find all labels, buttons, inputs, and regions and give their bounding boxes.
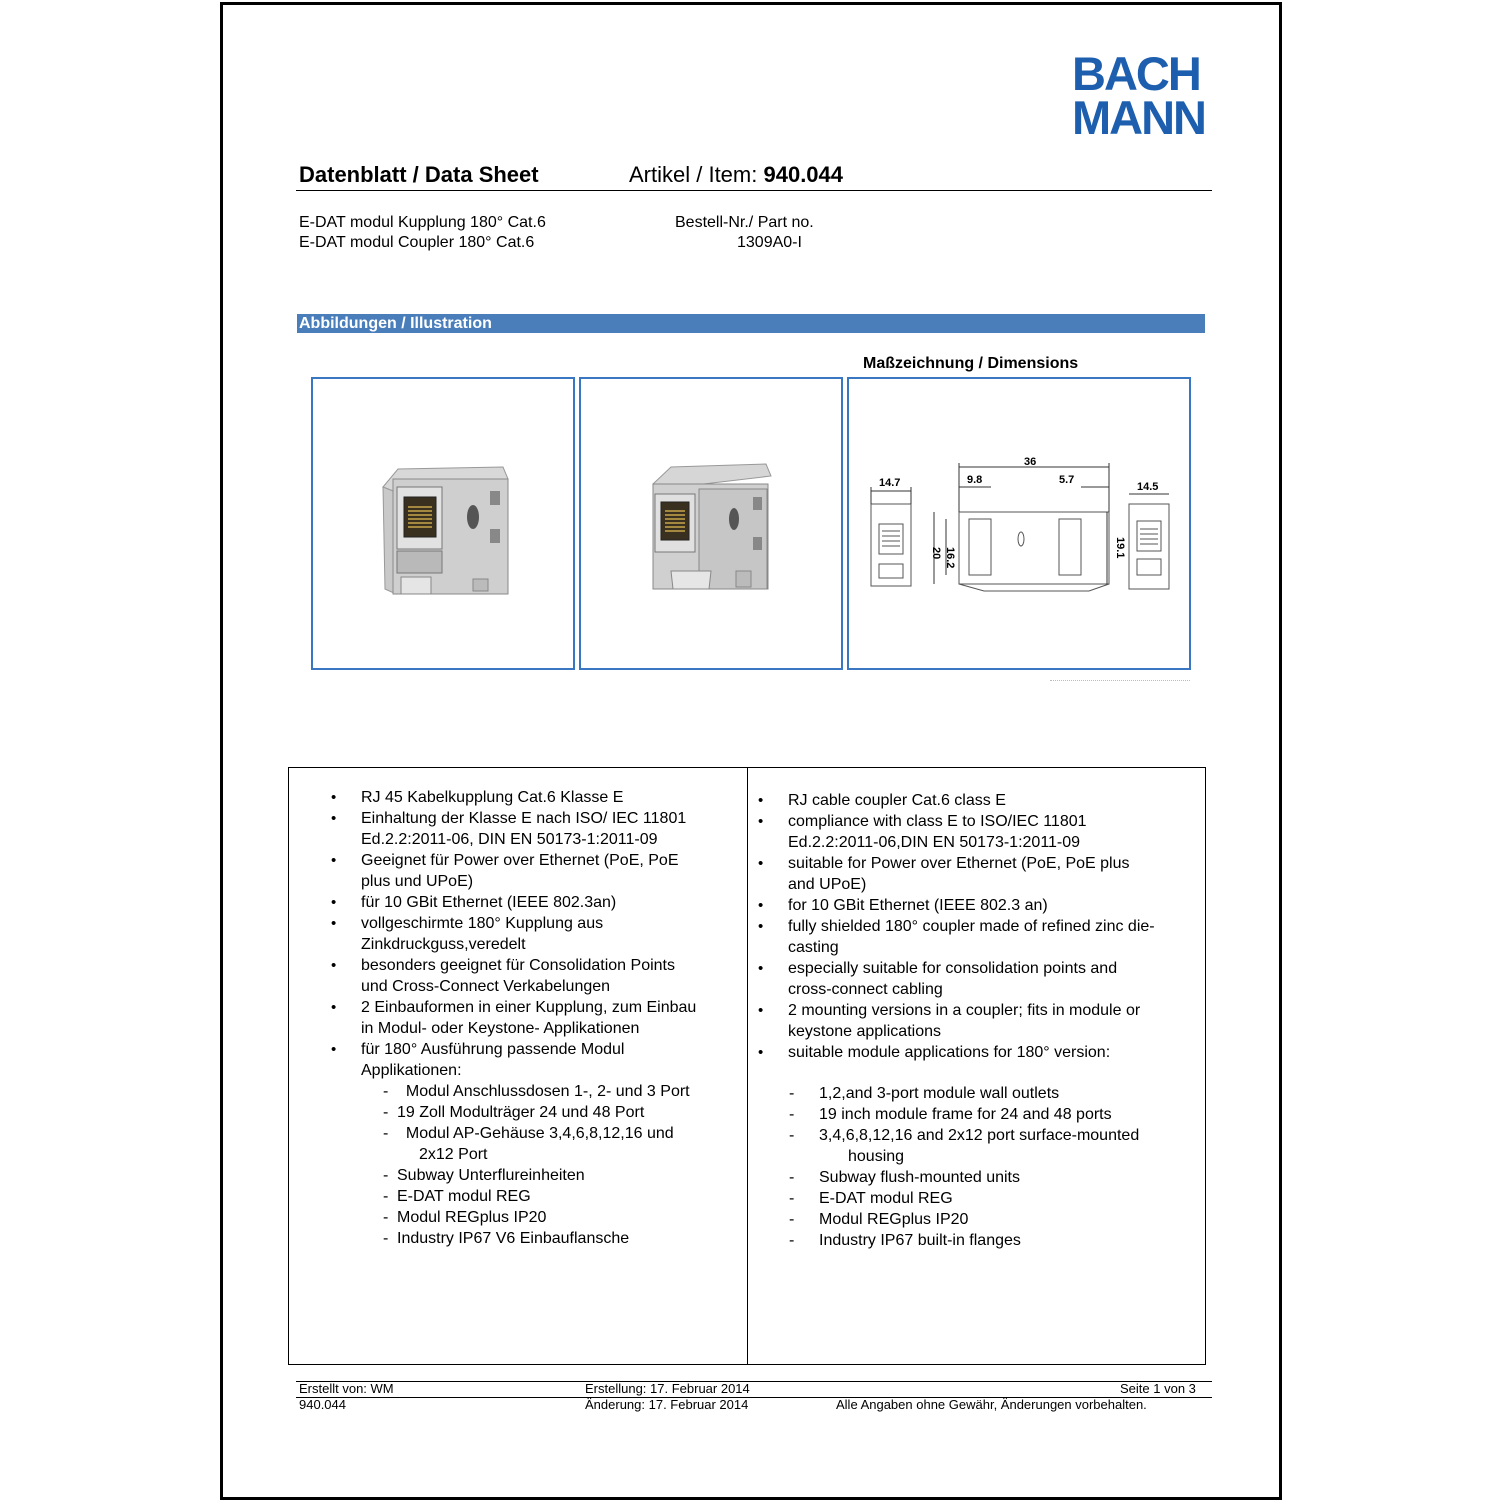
dimensions-label: Maßzeichnung / Dimensions: [863, 355, 1079, 372]
feature-de-subitem: - Modul AP-Gehäuse 3,4,6,8,12,16 und: [381, 1123, 741, 1144]
feature-de-item-text: • RJ 45 Kabelkupplung Cat.6 Klasse E: [361, 789, 624, 806]
feature-de-item-continuation: Ed.2.2:2011-06, DIN EN 50173-1:2011-09: [361, 831, 658, 848]
feature-de-subitem: - Modul Anschlussdosen 1-, 2- und 3 Port: [381, 1081, 741, 1102]
footer-created-by: Erstellt von: WM: [299, 1381, 394, 1396]
item-number: 940.044: [763, 162, 844, 187]
footer-divider-top: [296, 1381, 1212, 1382]
feature-en-item-text: • especially suitable for consolidation points and: [788, 960, 1118, 977]
feature-en-item-text: • suitable module applications for 180° version:: [788, 1044, 1111, 1061]
feature-de-subitem: - Industry IP67 V6 Einbauflansche: [381, 1228, 741, 1249]
feature-de-subitem: - Modul REGplus IP20: [381, 1207, 741, 1228]
logo-line-1: BACH: [1072, 47, 1200, 100]
feature-en-item-text: • fully shielded 180° coupler made of refined zinc die-: [788, 918, 1155, 935]
dim-rear-width: 14.5: [1137, 481, 1159, 493]
feature-de-item: [331, 913, 741, 955]
feature-en-item: [758, 1042, 1198, 1063]
feature-de-item-text: • besonders geeignet für Consolidation Points: [361, 957, 675, 974]
feature-de-item-text: • vollgeschirmte 180° Kupplung aus: [361, 915, 604, 932]
drawing-cut-marker: [1050, 680, 1190, 686]
features-sublist-de: [381, 1081, 741, 1249]
feature-de-item-text: • für 10 GBit Ethernet (IEEE 802.3an): [361, 894, 617, 911]
product-name-de: E-DAT modul Kupplung 180° Cat.6: [299, 214, 546, 231]
item-label: Artikel / Item:: [629, 162, 764, 187]
feature-en-subitem: - Subway flush-mounted units: [758, 1167, 1198, 1188]
dim-front-width: 14.7: [879, 477, 901, 489]
feature-en-item: [758, 1000, 1198, 1042]
feature-en-subitem: - Industry IP67 built-in flanges: [758, 1230, 1198, 1251]
footer-page: Seite 1 von 3: [1120, 1381, 1196, 1396]
feature-en-item-text: • compliance with class E to ISO/IEC 11801: [788, 813, 1087, 830]
section-header-illustration: Abbildungen / Illustration: [297, 314, 1205, 333]
feature-en-subitem: - E-DAT modul REG: [758, 1188, 1198, 1209]
feature-de-item: [331, 997, 741, 1039]
feature-de-item: [331, 955, 741, 997]
feature-de-item: [331, 787, 741, 808]
dim-height-side: 19.1: [1114, 537, 1126, 559]
product-name-en: E-DAT modul Coupler 180° Cat.6: [299, 234, 535, 251]
feature-en-item-text: • RJ cable coupler Cat.6 class E: [788, 792, 1006, 809]
feature-de-item-continuation: Zinkdruckguss,veredelt: [361, 936, 526, 953]
feature-en-item: [758, 811, 1198, 853]
dim-height-outer: 20: [930, 547, 942, 560]
feature-de-item: [331, 850, 741, 892]
dim-length: 36: [1024, 456, 1037, 468]
feature-de-item-continuation: plus und UPoE): [361, 873, 474, 890]
feature-de-subitem: - 19 Zoll Modulträger 24 und 48 Port: [381, 1102, 741, 1123]
feature-de-item: [331, 808, 741, 850]
dim-side-left: 9.8: [967, 474, 983, 486]
features-column-en: [758, 790, 1198, 1251]
dimension-drawing-svg: [849, 379, 1189, 668]
item-heading: [629, 162, 843, 188]
feature-en-item-continuation: Ed.2.2:2011-06,DIN EN 50173-1:2011-09: [788, 834, 1081, 851]
feature-en-item-text: • for 10 GBit Ethernet (IEEE 802.3 an): [788, 897, 1048, 914]
header-divider: [296, 190, 1212, 191]
features-sublist-en: [758, 1083, 1198, 1251]
feature-en-item: [758, 958, 1198, 1000]
feature-en-subitem-continuation: housing: [848, 1148, 905, 1165]
product-photo-angle: [579, 377, 843, 670]
dim-side-right: 5.7: [1059, 474, 1075, 486]
feature-en-item: [758, 790, 1198, 811]
features-column-divider: [747, 768, 748, 1364]
feature-en-item-continuation: casting: [788, 939, 839, 956]
feature-de-subitem: - E-DAT modul REG: [381, 1186, 741, 1207]
product-photo-front: [311, 377, 575, 670]
feature-en-subitem: - 1,2,and 3-port module wall outlets: [758, 1083, 1198, 1104]
feature-en-item-text: • suitable for Power over Ethernet (PoE, PoE plus: [788, 855, 1130, 872]
feature-de-item-text: • für 180° Ausführung passende Modul: [361, 1041, 625, 1058]
feature-de-item-text: • Einhaltung der Klasse E nach ISO/ IEC 11801: [361, 810, 687, 827]
feature-de-item: [331, 1039, 741, 1081]
feature-en-item: [758, 853, 1198, 895]
feature-en-subitem: - 3,4,6,8,12,16 and 2x12 port surface-mounted: [758, 1125, 1198, 1146]
dim-height-inner: 16.2: [944, 547, 956, 569]
features-list-en: [758, 790, 1198, 1063]
feature-de-item-continuation: und Cross-Connect Verkabelungen: [361, 978, 611, 995]
feature-en-item-continuation: keystone applications: [788, 1023, 941, 1040]
part-number-value: 1309A0-I: [737, 234, 802, 251]
feature-de-item-text: • 2 Einbauformen in einer Kupplung, zum Einbau: [361, 999, 697, 1016]
part-number-label: Bestell-Nr./ Part no.: [675, 214, 814, 231]
feature-de-subitem-continuation: 2x12 Port: [419, 1146, 488, 1163]
feature-en-item-continuation: cross-connect cabling: [788, 981, 943, 998]
footer-changed-date: Änderung: 17. Februar 2014: [585, 1397, 749, 1412]
feature-en-item-continuation: and UPoE): [788, 876, 867, 893]
feature-en-subitem: - 19 inch module frame for 24 and 48 ports: [758, 1104, 1198, 1125]
document-title: Datenblatt / Data Sheet: [299, 162, 539, 187]
footer-created-date: Erstellung: 17. Februar 2014: [585, 1381, 750, 1396]
feature-de-item-continuation: Applikationen:: [361, 1062, 462, 1079]
dimension-drawing: [847, 377, 1191, 670]
feature-de-item-continuation: in Modul- oder Keystone- Applikationen: [361, 1020, 640, 1037]
feature-en-item-text: • 2 mounting versions in a coupler; fits in module or: [788, 1002, 1141, 1019]
feature-en-item: [758, 895, 1198, 916]
feature-en-subitem: - Modul REGplus IP20: [758, 1209, 1198, 1230]
feature-de-item-text: • Geeignet für Power over Ethernet (PoE, PoE: [361, 852, 679, 869]
features-list-de: [331, 787, 741, 1081]
feature-en-item: [758, 916, 1198, 958]
logo-line-2: MANN: [1072, 91, 1205, 144]
coupler-photo-angle: [581, 379, 841, 668]
footer-item-number: 940.044: [299, 1397, 346, 1412]
feature-de-item: [331, 892, 741, 913]
coupler-photo-front: [313, 379, 573, 668]
footer-disclaimer: Alle Angaben ohne Gewähr, Änderungen vorbehalten.: [836, 1397, 1147, 1412]
features-column-de: [331, 787, 741, 1249]
bachmann-logo: [1072, 47, 1212, 144]
feature-de-subitem: - Subway Unterflureinheiten: [381, 1165, 741, 1186]
